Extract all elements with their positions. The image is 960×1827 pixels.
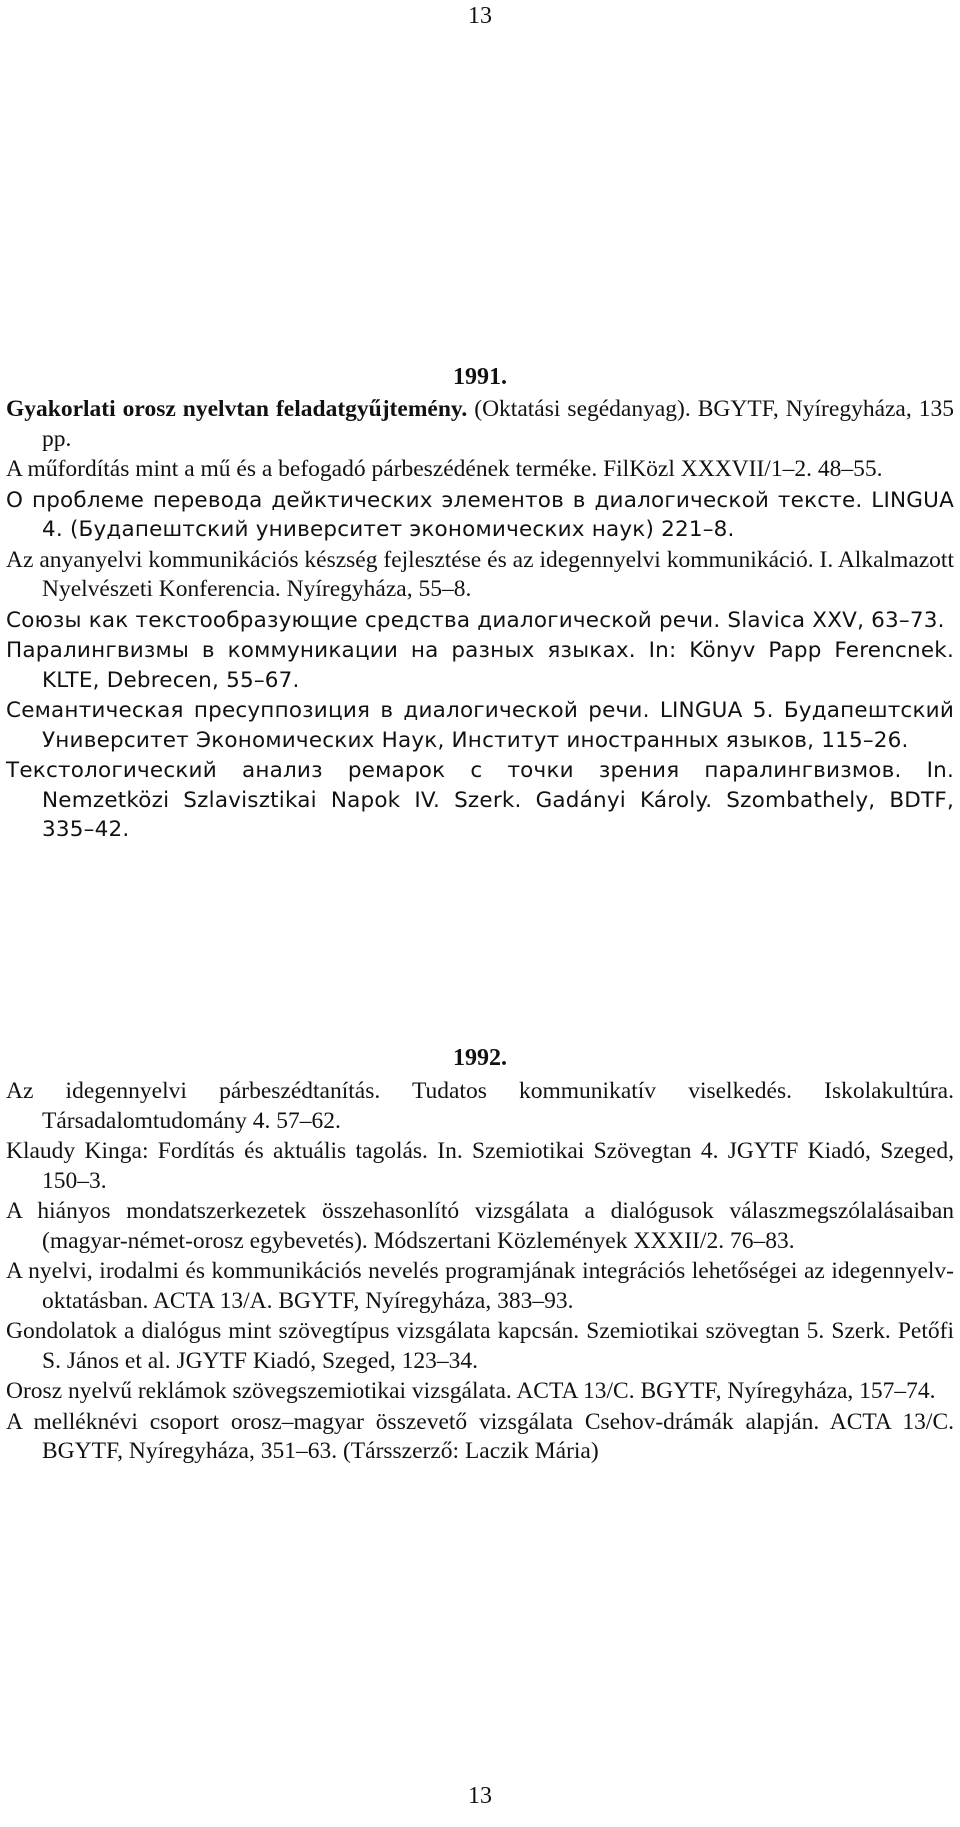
entry-text: A hiányos mondatszerkezetek összehasonlító vizsgálata a dialógusok válaszmegszólalásaiban (magyar-német-orosz egybevetés). Módszertani Közlemények XXXII/2. 76–83. [6, 1198, 954, 1254]
entry-text: Семантическая пресуппозиция в диалогической речи. LINGUA 5. Будапештский Университет Экономических Наук, Институт иностранных языков, 115–26. [6, 698, 954, 753]
entry-text: A nyelvi, irodalmi és kommunikációs nevelés programjának integrációs lehetőségei az idegennyelv-oktatásban. ACTA 13/A. BGYTF, Nyíregyháza, 383–93. [6, 1258, 954, 1314]
bibliography-entry [6, 756, 954, 845]
bibliography-entry [6, 606, 954, 636]
bibliography-entry [6, 1257, 954, 1316]
entry-text: Az idegennyelvi párbeszédtanítás. Tudatos kommunikatív viselkedés. Iskolakultúra. Társadalomtudomány 4. 57–62. [6, 1078, 954, 1134]
entry-text: (Oktatási segédanyag). BGYTF, Nyíregyháza, 135 pp. [42, 396, 955, 452]
entry-bold-title: Gyakorlati orosz nyelvtan feladatgyűjtemény. [6, 396, 468, 422]
entry-text: Klaudy Kinga: Fordítás és aktuális tagolás. In. Szemiotikai Szövegtan 4. JGYTF Kiadó, Szeged, 150–3. [6, 1138, 954, 1194]
bibliography-entry [6, 696, 954, 755]
bibliography-entry [6, 1137, 954, 1196]
bibliography-entry [6, 395, 954, 454]
bibliography-entry [6, 1317, 954, 1376]
bibliography-entry [6, 1408, 954, 1467]
bibliography-entry [6, 486, 954, 545]
entry-text: Gondolatok a dialógus mint szövegtípus vizsgálata kapcsán. Szemiotikai szövegtan 5. Szerk. Petőfi S. János et al. JGYTF Kiadó, Szeged, 123–34. [6, 1318, 954, 1374]
bibliography-entry [6, 1377, 954, 1407]
bibliography-list-1991 [6, 395, 954, 846]
entry-text: О проблеме перевода дейктических элементов в диалогической тексте. LINGUA 4. (Будапештский университет экономических наук) 221–8. [6, 487, 954, 542]
entry-text: Паралингвизмы в коммуникации на разных языках. In: Könyv Papp Ferencnek. KLTE, Debrecen, 55–67. [6, 638, 954, 693]
entry-text: Orosz nyelvű reklámok szövegszemiotikai vizsgálata. ACTA 13/C. BGYTF, Nyíregyháza, 157–74. [6, 1378, 936, 1404]
bibliography-list-1992 [6, 1077, 954, 1468]
entry-text: A műfordítás mint a mű és a befogadó párbeszédének terméke. FilKözl XXXVII/1–2. 48–55. [6, 456, 883, 482]
bibliography-entry [6, 546, 954, 605]
year-heading-1992: 1992. [453, 1045, 507, 1071]
bibliography-entry [6, 636, 954, 695]
entry-text: A melléknévi csoport orosz–magyar összevető vizsgálata Csehov-drámák alapján. ACTA 13/C. BGYTF, Nyíregyháza, 351–63. (Társszerző: Laczik Mária) [6, 1408, 954, 1464]
bibliography-entry [6, 1197, 954, 1256]
entry-text: Союзы как текстообразующие средства диалогической речи. Slavica XXV, 63–73. [6, 607, 945, 633]
entry-text: Az anyanyelvi kommunikációs készség fejlesztése és az idegennyelvi kommunikáció. I. Alkalmazott Nyelvészeti Konferencia. Nyíregyháza, 55–8. [6, 546, 954, 602]
page-number-top: 13 [468, 3, 492, 29]
bibliography-entry [6, 1077, 954, 1136]
year-heading-1991: 1991. [453, 364, 507, 390]
bibliography-entry [6, 455, 954, 485]
page-number-bottom: 13 [468, 1783, 492, 1809]
entry-text: Текстологический анализ ремарок с точки зрения паралингвизмов. In. Nemzetközi Szlavisztikai Napok IV. Szerk. Gadányi Károly. Szombathely, BDTF, 335–42. [6, 758, 954, 842]
